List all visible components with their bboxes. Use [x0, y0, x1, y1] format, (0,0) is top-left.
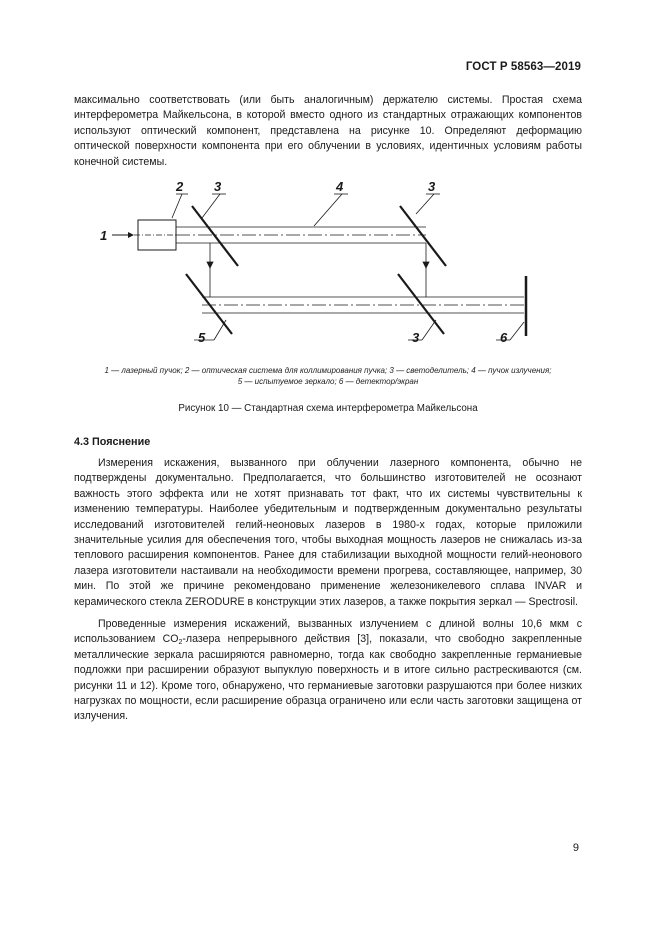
- section-title: 4.3 Пояснение: [74, 436, 151, 448]
- page-number: 9: [572, 842, 579, 854]
- beam-splitter-left: [192, 206, 238, 266]
- vertical-beams: [207, 243, 429, 268]
- explanation-paragraph-2: [74, 617, 582, 725]
- label-collimator: 2: [176, 179, 184, 194]
- test-mirror: [186, 274, 232, 334]
- label-detector: 6: [500, 330, 508, 345]
- label-splitter-bottom: 3: [412, 330, 420, 345]
- input-beam-arrowhead: [128, 232, 134, 238]
- figure-legend-line-2: 5 — испытуемое зеркало; 6 — детектор/экран: [237, 377, 419, 386]
- lower-beam: [202, 268, 524, 313]
- document-code: ГОСТ Р 58563—2019: [465, 61, 581, 73]
- label-splitter-left: 3: [214, 179, 222, 194]
- paragraph-2-part-2: -лазера непрерывного действия [3], показали, что свободно закрепленные металлические зеркала расширяются равномерно, тогда как свободно закрепленные германиевые подложки при расширении образуют выпуклую поверхность и в итоге сильно растрескиваются (см. рисунки 11 и 12). Кроме того, обнаружено, что германиевые заготовки разрушаются при более низких нагрузках по мощности, если расширение образца ограничено или если часть заготовки защищена от излучения.: [74, 633, 582, 723]
- figure-caption: Рисунок 10 — Стандартная схема интерферометра Майкельсона: [178, 403, 478, 414]
- beam-splitter-bottom: [398, 274, 444, 334]
- intro-paragraph: максимально соответствовать (или быть аналогичным) держателю системы. Простая схема интерферометра Майкельсона, в которой вместо одного из стандартных отражающих компонентов используют оптический компонент, представлена на рисунке 10. Определяют деформацию оптической поверхности компонента при его облучении в условиях, идентичных условиям работы конечной системы.: [74, 94, 582, 168]
- label-beam-4: 4: [336, 179, 344, 194]
- beam-splitter-right: [400, 206, 446, 266]
- paragraph-2-part-1: Проведенные измерения искажений, вызванных излучением с длиной волны 10,6 мкм с использованием CO: [74, 618, 582, 646]
- explanation-paragraph-1: Измерения искажения, вызванного при облучении лазерного компонента, обычно не подтверждены документально. Предполагается, что большинство изготовителей не осознают важность этого эффекта или не хотят признавать тот факт, что их системы чувствительны к изменению температуры. Наиболее убедительным и подтвержденным документально результаты исследований изготовителей гелий-неоновых лазеров в 1980-х годах, которые приложили значительные усилия для обеспечения того, чтобы выходная мощность лазеров не снижалась из-за теплового расширения компонентов. Ранее для стабилизации выходной мощности гелий-неонового лазера изготовители настаивали на необходимости времени прогрева, составляющее, например, 30 мин. По этой же причине рекомендовано применение железоникелевого сплава INVAR и керамического стекла ZERODURE в конструкции этих лазеров, а также покрытия зеркал — Spectrosil.: [74, 457, 582, 608]
- figure-legend-line-1: 1 — лазерный пучок; 2 — оптическая система для коллимирования пучка; 3 — светоделитель; 4 — пучок излучения;: [104, 366, 552, 375]
- label-beam: 1: [100, 228, 108, 243]
- label-splitter-right: 3: [428, 179, 436, 194]
- co2-subscript: 2: [178, 639, 183, 647]
- michelson-interferometer-diagram: [90, 176, 550, 352]
- label-test-mirror: 5: [198, 330, 206, 345]
